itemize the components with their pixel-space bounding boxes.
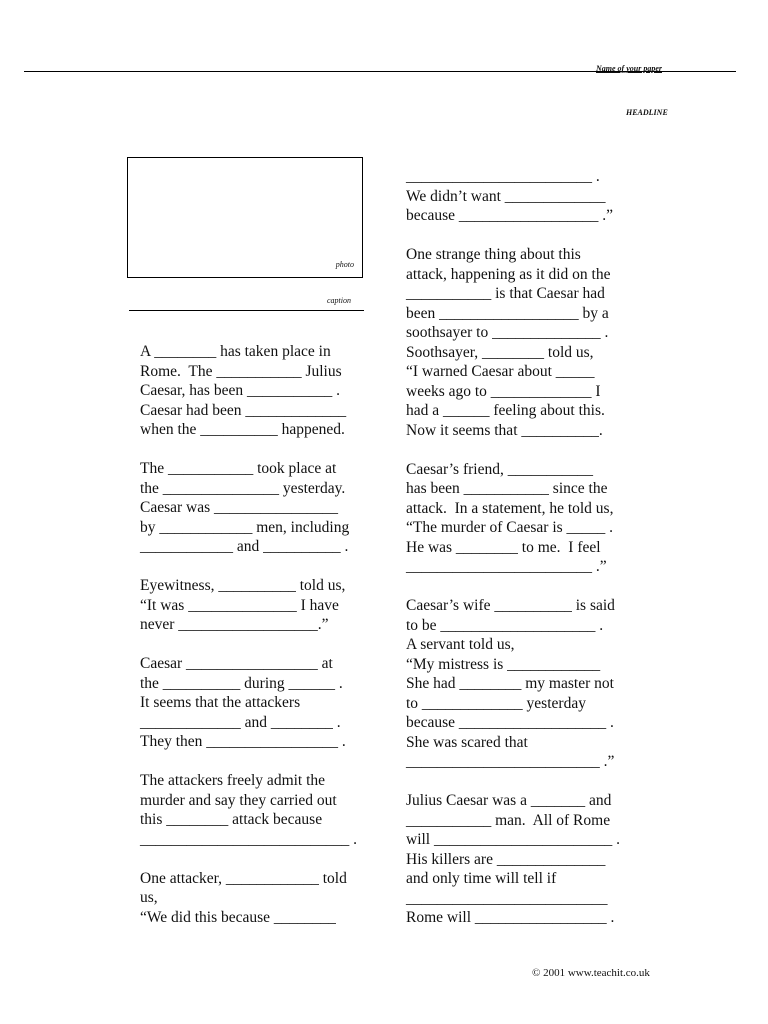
article-line: ________________________ . bbox=[406, 168, 600, 185]
article-line: ___________ is that Caesar had bbox=[406, 285, 605, 302]
article-line: this ________ attack because bbox=[140, 811, 323, 828]
article-line: ____________ and __________ . bbox=[140, 538, 349, 555]
article-line: by ____________ men, including bbox=[140, 518, 350, 536]
article-line: has been ___________ since the bbox=[406, 480, 608, 497]
article-line: been __________________ by a bbox=[406, 304, 609, 322]
article-line: ________________________ .” bbox=[406, 558, 607, 575]
headline: HEADLINE bbox=[626, 108, 668, 117]
article-line: ___________ man. All of Rome bbox=[406, 811, 611, 829]
article-paragraph bbox=[140, 459, 372, 557]
article-line: murder and say they carried out bbox=[140, 791, 337, 809]
article-line: because ___________________ . bbox=[406, 714, 614, 731]
article-line: Eyewitness, __________ told us, bbox=[140, 577, 346, 594]
caption-rule bbox=[129, 310, 364, 311]
article-line: Rome. The ___________ Julius bbox=[140, 362, 342, 380]
article-line: ___________________________ . bbox=[140, 830, 357, 848]
article-paragraph bbox=[140, 654, 372, 752]
copyright-footer: © 2001 www.teachit.co.uk bbox=[532, 967, 650, 979]
article-line: to _____________ yesterday bbox=[406, 694, 586, 712]
paper-name: Name of your paper bbox=[596, 64, 662, 73]
article-line: The ___________ took place at bbox=[140, 460, 337, 477]
article-line: _________________________ .” bbox=[406, 753, 615, 770]
article-line: will _______________________ . bbox=[406, 831, 620, 848]
article-line: attack. In a statement, he told us, bbox=[406, 499, 614, 517]
article-paragraph bbox=[406, 167, 642, 226]
caption-label: caption bbox=[327, 296, 351, 305]
article-line: A ________ has taken place in bbox=[140, 343, 331, 360]
article-line: Caesar’s wife __________ is said bbox=[406, 597, 615, 614]
article-line: Caesar, has been ___________ . bbox=[140, 382, 340, 399]
article-paragraph bbox=[406, 791, 642, 928]
article-line: because __________________ .” bbox=[406, 207, 614, 224]
article-line: never __________________.” bbox=[140, 616, 329, 633]
article-line: Caesar _________________ at bbox=[140, 655, 333, 672]
article-line: the __________ during ______ . bbox=[140, 674, 343, 692]
article-paragraph bbox=[140, 576, 372, 635]
article-paragraph bbox=[140, 342, 372, 440]
article-line: Caesar had been _____________ bbox=[140, 401, 347, 419]
article-paragraph bbox=[140, 771, 372, 849]
photo-placeholder bbox=[127, 157, 363, 278]
article-line: had a ______ feeling about this. bbox=[406, 402, 605, 419]
article-line: soothsayer to ______________ . bbox=[406, 324, 609, 341]
article-paragraph bbox=[406, 245, 642, 440]
article-line: “I warned Caesar about _____ bbox=[406, 363, 595, 380]
article-line: They then _________________ . bbox=[140, 733, 346, 750]
article-line: Caesar’s friend, ___________ bbox=[406, 460, 593, 478]
article-line: We didn’t want _____________ bbox=[406, 187, 606, 205]
article-line: Now it seems that __________. bbox=[406, 421, 603, 439]
article-line: She had ________ my master not bbox=[406, 675, 614, 692]
article-paragraph bbox=[406, 460, 642, 577]
article-line: weeks ago to _____________ I bbox=[406, 382, 601, 400]
photo-label: photo bbox=[335, 260, 354, 269]
article-line: “The murder of Caesar is _____ . bbox=[406, 519, 614, 536]
article-line: when the __________ happened. bbox=[140, 421, 345, 438]
article-line: _____________ and ________ . bbox=[140, 713, 341, 731]
article-line: us, bbox=[140, 889, 158, 906]
article-line: to be ____________________ . bbox=[406, 616, 604, 634]
article-line: His killers are ______________ bbox=[406, 850, 606, 868]
left-article-column bbox=[140, 342, 372, 947]
article-line: Julius Caesar was a _______ and bbox=[406, 792, 612, 809]
article-line: Soothsayer, ________ told us, bbox=[406, 343, 594, 361]
article-paragraph bbox=[140, 869, 372, 928]
article-line: She was scared that bbox=[406, 733, 528, 751]
article-line: It seems that the attackers bbox=[140, 694, 301, 711]
article-line: Caesar was ________________ bbox=[140, 499, 339, 516]
article-line: He was ________ to me. I feel bbox=[406, 538, 601, 556]
article-line: attack, happening as it did on the bbox=[406, 265, 611, 283]
article-line: A servant told us, bbox=[406, 636, 515, 653]
article-line: “It was ______________ I have bbox=[140, 596, 339, 614]
article-line: Rome will _________________ . bbox=[406, 909, 615, 926]
article-line: One strange thing about this bbox=[406, 246, 581, 263]
article-line: “My mistress is ____________ bbox=[406, 655, 601, 673]
article-line: “We did this because ________ bbox=[140, 908, 336, 926]
article-line: __________________________ bbox=[406, 889, 608, 907]
article-line: One attacker, ____________ told bbox=[140, 869, 347, 887]
right-article-column bbox=[406, 167, 642, 947]
article-line: and only time will tell if bbox=[406, 870, 557, 887]
article-paragraph bbox=[406, 596, 642, 772]
article-line: The attackers freely admit the bbox=[140, 772, 326, 789]
article-line: the _______________ yesterday. bbox=[140, 479, 346, 497]
